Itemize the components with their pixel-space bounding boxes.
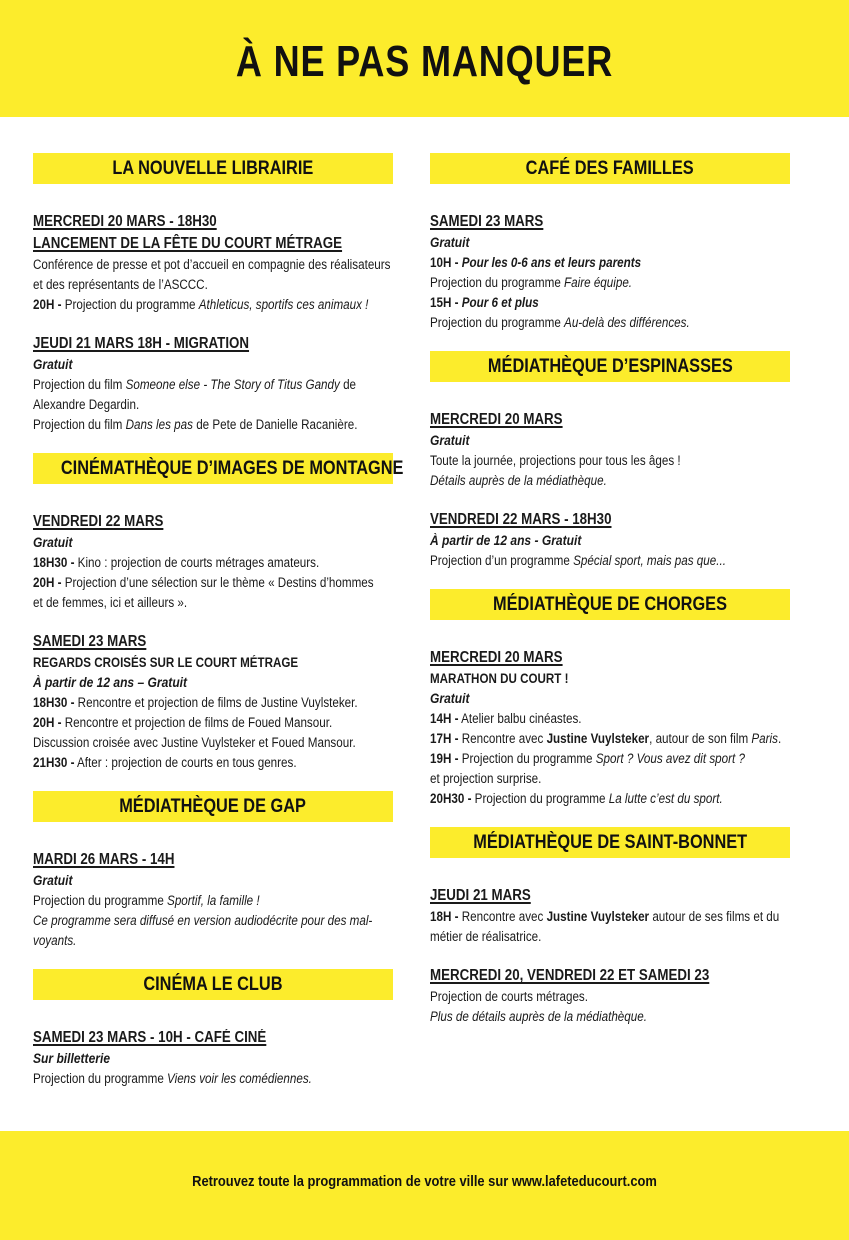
event-tag: Gratuit [430, 691, 470, 706]
event: VENDREDI 22 MARS - 18H30 À partir de 12 ans - Gratuit Projection d’un programme Spécial sport, mais pas que... [430, 511, 726, 568]
header-band [0, 0, 849, 117]
event: MARDI 26 MARS - 14H Gratuit Projection du programme Sportif, la famille ! Ce programme sera diffusé en version audiodécrite pour des mal- voyants. [33, 851, 373, 948]
event-tag: Sur billetterie [33, 1051, 111, 1066]
event-tag: À partir de 12 ans - Gratuit [430, 533, 582, 548]
event-date: JEUDI 21 MARS 18H - MIGRATION [33, 335, 250, 352]
event-date: MARDI 26 MARS - 14H [33, 851, 175, 868]
event-title: MARATHON DU COURT ! [430, 671, 569, 686]
event-date: SAMEDI 23 MARS - 10H - CAFÉ CINÉ [33, 1029, 267, 1046]
event-date: MERCREDI 20, VENDREDI 22 ET SAMEDI 23 [430, 967, 710, 984]
event: MERCREDI 20 MARS Gratuit Toute la journée, projections pour tous les âges ! Détails auprès de la médiathèque. [430, 411, 681, 488]
event-date: MERCREDI 20 MARS [430, 649, 563, 666]
right-column [430, 153, 790, 1045]
event-date: VENDREDI 22 MARS - 18H30 [430, 511, 612, 528]
page-title: À NE PAS MANQUER [235, 37, 614, 86]
event-date: VENDREDI 22 MARS [33, 513, 164, 530]
event-title: LANCEMENT DE LA FÊTE DU COURT MÉTRAGE [33, 235, 343, 252]
venue-header: MÉDIATHÈQUE DE GAP [33, 791, 393, 822]
event-tag: Gratuit [33, 357, 73, 372]
venue-header: MÉDIATHÈQUE DE SAINT-BONNET [430, 827, 790, 858]
event-date: SAMEDI 23 MARS [430, 213, 544, 230]
left-column [33, 153, 404, 1107]
venue-header: MÉDIATHÈQUE D’ESPINASSES [430, 351, 790, 382]
venue-header: MÉDIATHÈQUE DE CHORGES [430, 589, 790, 620]
event-tag: Gratuit [430, 235, 470, 250]
event-tag: À partir de 12 ans – Gratuit [33, 675, 188, 690]
venue-header: CAFÉ DES FAMILLES [430, 153, 790, 184]
venue-header: CINÉMATHÈQUE D’IMAGES DE MONTAGNE [33, 453, 393, 484]
footer-text: Retrouvez toute la programmation de votre ville sur www.lafeteducourt.com [192, 1173, 657, 1190]
venue-header: CINÉMA LE CLUB [33, 969, 393, 1000]
event: JEUDI 21 MARS 18H - Rencontre avec Justine Vuylsteker autour de ses films et du métier de réalisatrice. [430, 887, 780, 944]
event: SAMEDI 23 MARS Gratuit 10H - Pour les 0-6 ans et leurs parents Projection du programme Faire équipe. 15H - Pour 6 et plus Projection du programme Au-delà des différences. [430, 213, 690, 330]
event: MERCREDI 20, VENDREDI 22 ET SAMEDI 23 Projection de courts métrages. Plus de détails auprès de la médiathèque. [430, 967, 710, 1024]
event-date: JEUDI 21 MARS [430, 887, 531, 904]
event-tag: Gratuit [33, 873, 73, 888]
event-date: SAMEDI 23 MARS [33, 633, 147, 650]
event: SAMEDI 23 MARS - 10H - CAFÉ CINÉ Sur billetterie Projection du programme Viens voir les comédiennes. [33, 1029, 312, 1086]
event-tag: Gratuit [33, 535, 73, 550]
event: VENDREDI 22 MARS Gratuit 18H30 - Kino : projection de courts métrages amateurs. 20H - Projection d’une sélection sur le thème « Destins d’hommes et de femmes, ici et ailleurs ». [33, 513, 374, 610]
event: SAMEDI 23 MARS REGARDS CROISÉS SUR LE COURT MÉTRAGE À partir de 12 ans – Gratuit 18H30 - Rencontre et projection de films de Justine Vuylsteker. 20H - Rencontre et projection de films de Foued Mansour. Discussion croisée avec Justine Vuylsteker et Foued Mansour. 21H30 - After : projection de courts en tous genres. [33, 633, 358, 770]
event-date: MERCREDI 20 MARS [430, 411, 563, 428]
event-tag: Gratuit [430, 433, 470, 448]
venue-header: LA NOUVELLE LIBRAIRIE [33, 153, 393, 184]
event: MERCREDI 20 MARS - 18H30 LANCEMENT DE LA FÊTE DU COURT MÉTRAGE Conférence de presse et pot d’accueil en compagnie des réalisateurs et des représentants de l’ASCCC. 20H - Projection du programme Athleticus, sportifs ces animaux ! [33, 213, 391, 312]
event: JEUDI 21 MARS 18H - MIGRATION Gratuit Projection du film Someone else - The Story of Titus Gandy de Alexandre Degardin. Projection du film Dans les pas de Pete de Danielle Racanière. [33, 335, 358, 432]
event: MERCREDI 20 MARS MARATHON DU COURT ! Gratuit 14H - Atelier balbu cinéastes. 17H - Rencontre avec Justine Vuylsteker, autour de son film Paris. 19H - Projection du programme Sport ? Vous avez dit sport ? et projection surprise. 20H30 - Projection du programme La lutte c’est du sport. [430, 649, 782, 806]
footer-band [0, 1131, 849, 1240]
event-date: MERCREDI 20 MARS - 18H30 [33, 213, 217, 230]
event-title: REGARDS CROISÉS SUR LE COURT MÉTRAGE [33, 655, 299, 670]
